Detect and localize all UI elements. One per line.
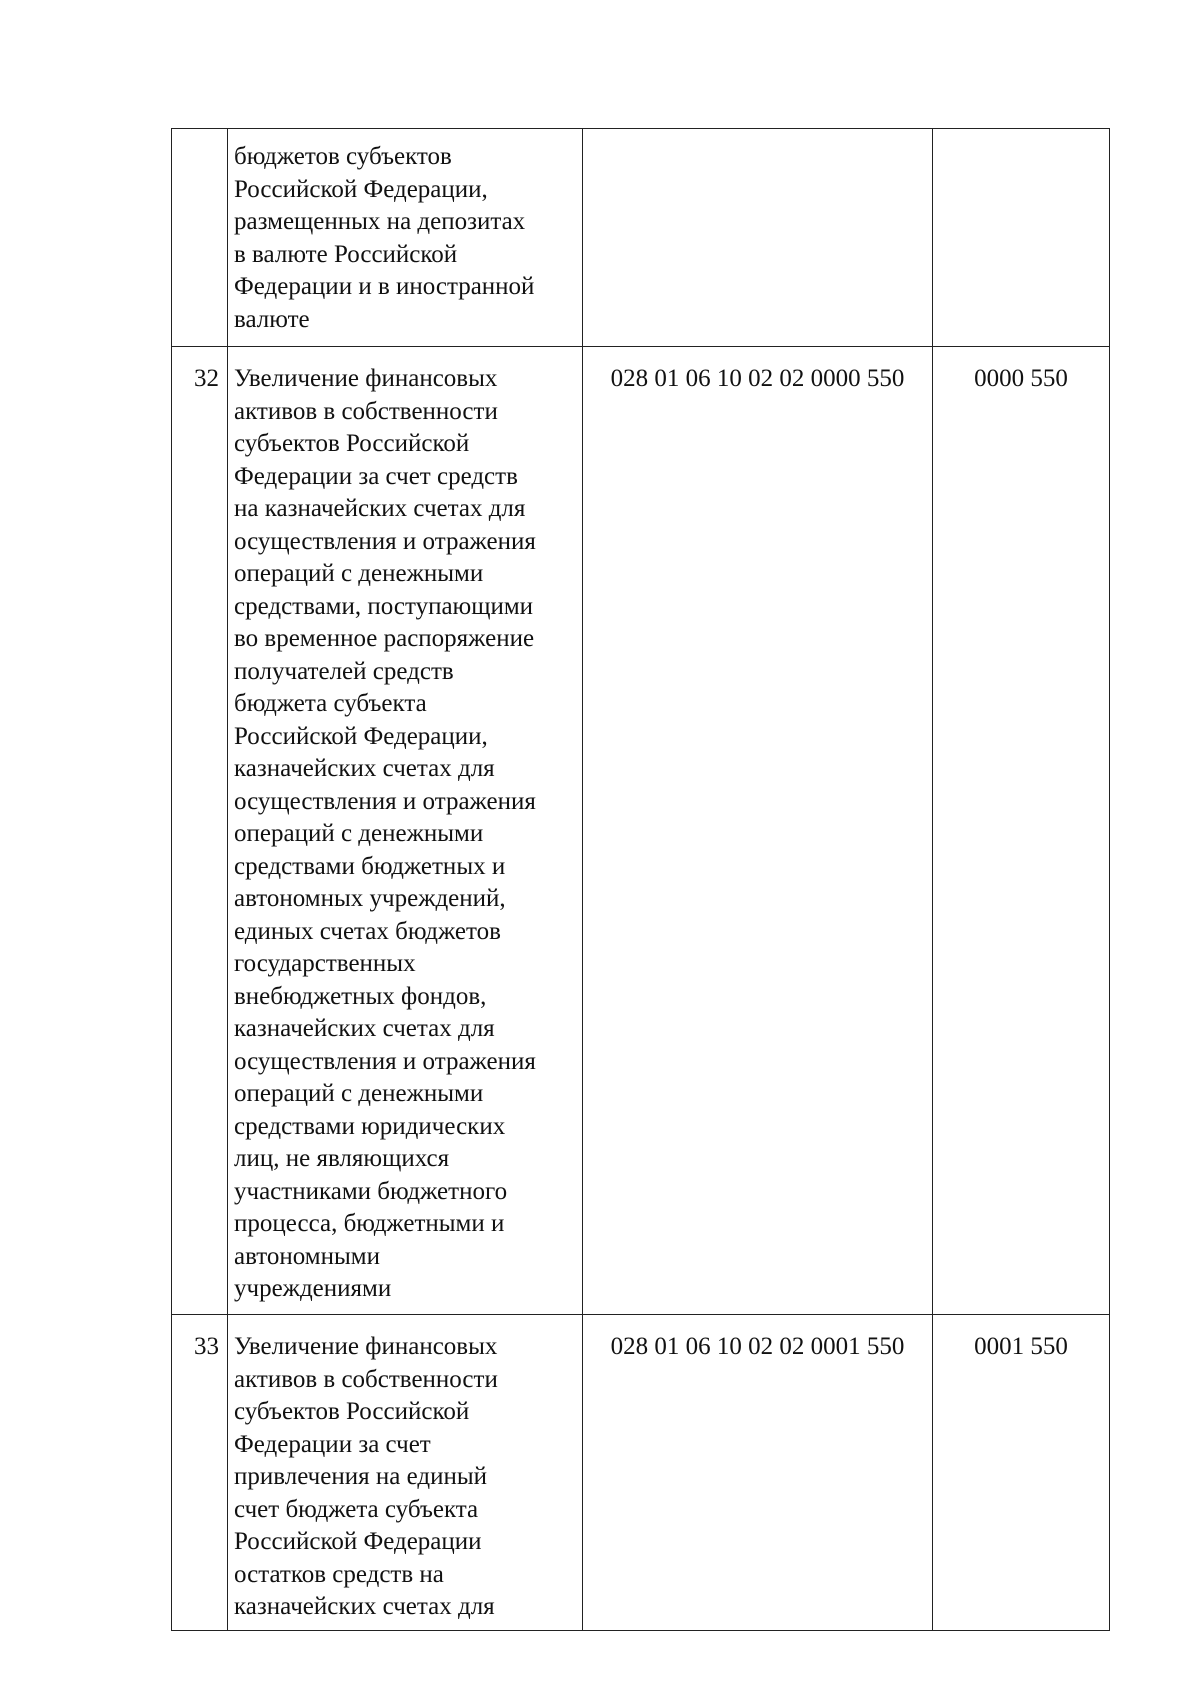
description-line: казначейских счетах для [234, 1015, 495, 1042]
description-line: операций с денежными [234, 1080, 484, 1107]
description-line: Российской Федерации, [234, 175, 488, 203]
description-line: процесса, бюджетными и [234, 1210, 505, 1237]
description-line: казначейских счетах для [234, 755, 495, 782]
description-line: лиц, не являющихся [234, 1145, 450, 1172]
description-line: активов в собственности [234, 397, 498, 425]
description-line: бюджета субъекта [234, 690, 427, 717]
row-number: 33 [172, 1315, 228, 1631]
row-description [228, 347, 583, 1315]
description-line: осуществления и отражения [234, 527, 536, 555]
row-description [228, 129, 583, 347]
table-row [172, 347, 1110, 1315]
table-row [172, 1315, 1110, 1631]
table-row [172, 129, 1110, 347]
row-short-code: 0000 550 [933, 347, 1110, 1315]
description-line: Российской Федерации, [234, 722, 488, 750]
budget-codes-table [171, 128, 1110, 1631]
description-line: осуществления и отражения [234, 1047, 536, 1075]
description-line: Российской Федерации [234, 1528, 482, 1555]
description-line: учреждениями [234, 1275, 392, 1302]
description-line: казначейских счетах для [234, 1593, 495, 1620]
description-line: остатков средств на [234, 1560, 444, 1588]
row-number [172, 129, 228, 347]
description-line: счет бюджета субъекта [234, 1495, 479, 1523]
description-line: субъектов Российской [234, 1398, 470, 1425]
description-line: внебюджетных фондов, [234, 982, 487, 1010]
description-line: Увеличение финансовых [234, 1333, 498, 1360]
description-line: Увеличение финансовых [234, 365, 498, 392]
description-line: субъектов Российской [234, 430, 470, 457]
description-line: бюджетов субъектов [234, 143, 452, 170]
description-line: автономными [234, 1242, 380, 1270]
row-full-code [583, 129, 933, 347]
row-description [228, 1315, 583, 1631]
row-full-code: 028 01 06 10 02 02 0000 550 [583, 347, 933, 1315]
description-line: операций с денежными [234, 560, 484, 587]
description-line: размещенных на депозитах [234, 208, 526, 235]
description-line: автономных учреждений, [234, 885, 506, 912]
description-line: государственных [234, 950, 416, 977]
description-line: средствами, поступающими [234, 592, 534, 620]
description-line: операций с денежными [234, 820, 484, 847]
description-line: получателей средств [234, 657, 454, 685]
description-line: активов в собственности [234, 1365, 498, 1393]
description-line: единых счетах бюджетов [234, 917, 501, 945]
row-short-code: 0001 550 [933, 1315, 1110, 1631]
description-line: на казначейских счетах для [234, 495, 526, 522]
row-number: 32 [172, 347, 228, 1315]
description-line: в валюте Российской [234, 240, 458, 268]
description-line: Федерации и в иностранной [234, 273, 535, 300]
description-line: осуществления и отражения [234, 787, 536, 815]
description-line: Федерации за счет [234, 1430, 431, 1458]
description-line: средствами бюджетных и [234, 852, 506, 880]
description-line: Федерации за счет средств [234, 462, 518, 490]
row-full-code: 028 01 06 10 02 02 0001 550 [583, 1315, 933, 1631]
description-line: во временное распоряжение [234, 625, 535, 652]
description-line: участниками бюджетного [234, 1177, 508, 1205]
description-line: привлечения на единый [234, 1463, 488, 1490]
row-short-code [933, 129, 1110, 347]
description-line: средствами юридических [234, 1112, 506, 1140]
description-line: валюте [234, 305, 310, 333]
